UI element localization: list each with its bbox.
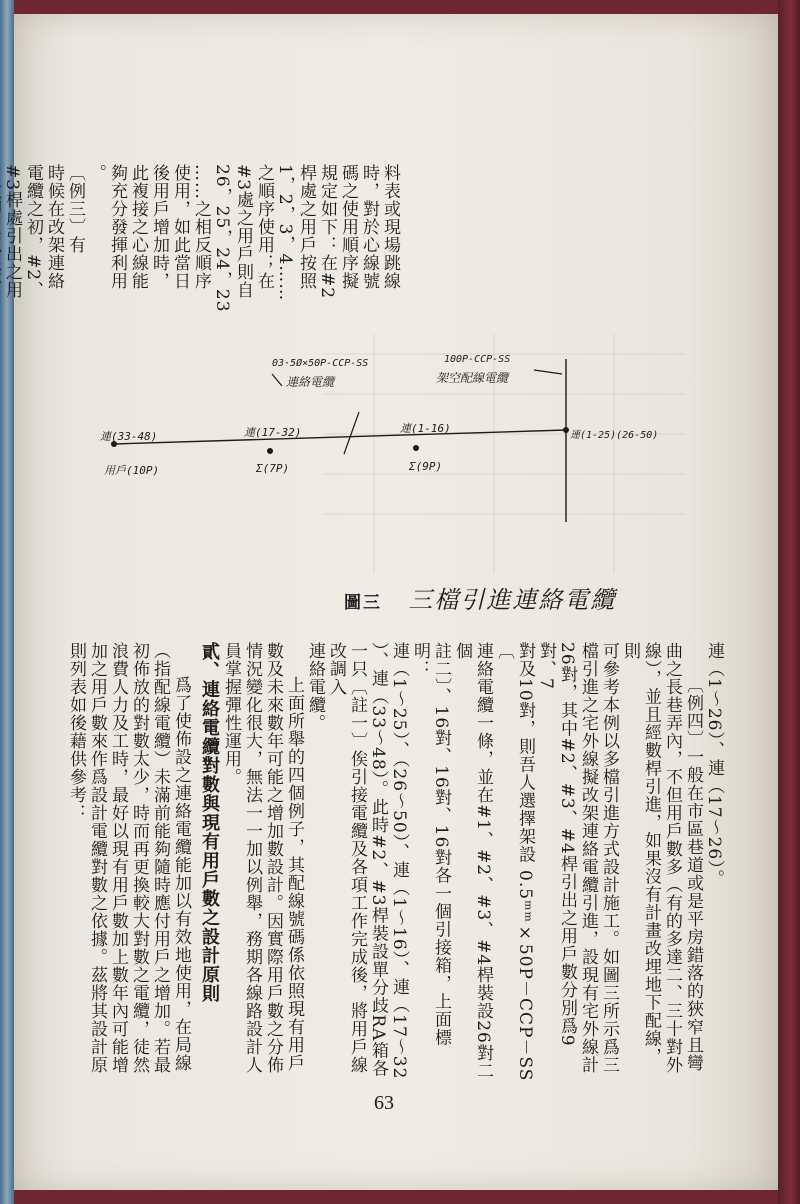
text-line: 料表或現場跳線 [380,164,400,290]
text-line: 1，2，3，4…… [275,164,295,302]
text-line: 初佈放的對數太少，時而再更換較大對數之電纜，徒然 [129,642,149,1074]
section-heading: 貳、連絡電纜對數與現有用戶數之設計原則 [199,642,220,1003]
cable-arrow [272,374,282,386]
text-line: 〔例三〕有 [65,164,85,254]
text-line: 檔引進之宅外線擬改架連絡電纜引進，設現有宅外線計 [578,642,598,1074]
text-line: 之順序使用；在 [254,164,274,290]
text-line: 浪費人力及工時，最好以現有用戶數加上數年內可能增 [108,642,128,1074]
bottom-text-column [66,642,724,1082]
text-line: 爲了使佈設之連絡電纜能加以有效地使用，在局線 [171,676,191,1072]
tap-label: 連(1-16) [400,422,451,435]
text-line [0,164,1,332]
pole-node [563,427,569,433]
text-line: 此複接之心線能 [128,164,148,290]
pole-node [267,448,273,454]
text-line: 桿處之用戶按照 [296,164,316,290]
text-line: 對及10對，則吾人選擇架設 0.5ᵐᵐ×50P－CCP－SS〔 [494,642,535,1082]
text-line: 上面所舉的四個例子，其配線號碼係依照現有用戶 [284,676,304,1072]
pole-label: Σ(7P) [256,462,290,475]
cable-arrow [534,370,562,374]
pole-label: Σ(9P) [409,460,443,473]
book-cover-edge [778,0,800,1204]
text-line: 時候在改架連絡 [44,164,64,290]
text-line: #3桿處引出之用 [2,164,22,300]
cable-name-label: 連絡電纜 [286,375,335,389]
tap-label: 連(33-48) [100,430,158,443]
text-line: 連（1～25）、（26～50）、連（1～16）、連（17～32 [389,642,409,1080]
text-line: 連絡電纜。 [305,642,325,732]
cable-spec-label: 03·5Ø×50P-CCP-SS [272,358,369,369]
pole-node [413,445,419,451]
text-line: 則列表如後藉供參考： [66,642,86,822]
text-line: 規定如下：在#2 [317,164,337,300]
text-line: 可參考本例以多檔引進方式設計施工。如圖三所示爲三 [599,642,619,1074]
text-line: 一只〔註一〕俟引接電纜及各項工作完成後，將用戶線改調入 [326,642,367,1074]
text-line: 後用戶增加時， [149,164,169,290]
text-line: ……之相反順序 [191,164,211,290]
text-line: 註二〕、16對、16對、16對各一個引接箱，上面標明： [410,642,451,1047]
text-line: 使用，如此當日 [170,164,190,290]
page-number: 63 [374,1092,394,1114]
cable-name-label: 架空配線電纜 [436,371,509,385]
text-line: 曲之長巷弄內，不但用戶數多（有的多達二、三十對外 [662,642,682,1074]
text-line: 26，25，24，23 [212,164,232,313]
figure-3-diagram [14,14,778,574]
tap-label: 連(1-25)(26-50) [570,430,659,441]
text-line: 〔例四〕一般在市區巷道或是平房錯落的狹窄且彎 [683,676,703,1072]
tap-label: 連(17-32) [244,426,302,439]
text-line: ）、連（33～48）。此時#2、#3桿裝設單分歧RA箱各 [368,642,388,1078]
figure-number: 圖三 [344,593,382,613]
text-line: 情況變化很大，無法一一加以例舉，務期各線路設計人 [242,642,262,1074]
figure-title: 三檔引進連絡電纜 [408,586,617,614]
text-line: 碼之使用順序擬 [338,164,358,290]
text-line: 26對，其中#2、#3、#4桿引出之用戶數分別爲9對、7 [536,642,577,1047]
text-line: 。 [86,164,106,182]
cable-arrow [344,412,359,454]
text-line: 連絡電纜一條，並在#1、#2、#3、#4桿裝設26對二個 [452,642,493,1080]
text-line: （指配線電纜）未滿前能夠隨時應付用戶之增加。若最 [150,642,170,1074]
text-line: 數及未來數年可能之增加數設計。因實際用戶數之分佈 [263,642,283,1074]
text-line: 線），並且經數桿引進，如果沒有計畫改埋地下配線，則 [620,642,661,1066]
text-line: 連（1～26）、連（17～26）。 [704,642,724,888]
text-line: 員掌握彈性運用。 [221,642,241,786]
text-line: 加之用戶數來作爲設計電纜對數之依據。茲將其設計原 [87,642,107,1074]
book-page [2,14,778,1190]
main-cable-line [114,430,566,444]
figure-caption [344,580,644,616]
pole-label: 用戶(10P) [104,464,160,477]
cable-spec-label: 100P-CCP-SS [444,354,511,365]
text-line: 時，對於心線號 [359,164,379,290]
text-line: #3處之用戶則自 [233,164,253,300]
text-line: 夠充分發揮利用 [107,164,127,290]
text-line: 電纜之初，#2、 [23,164,43,300]
